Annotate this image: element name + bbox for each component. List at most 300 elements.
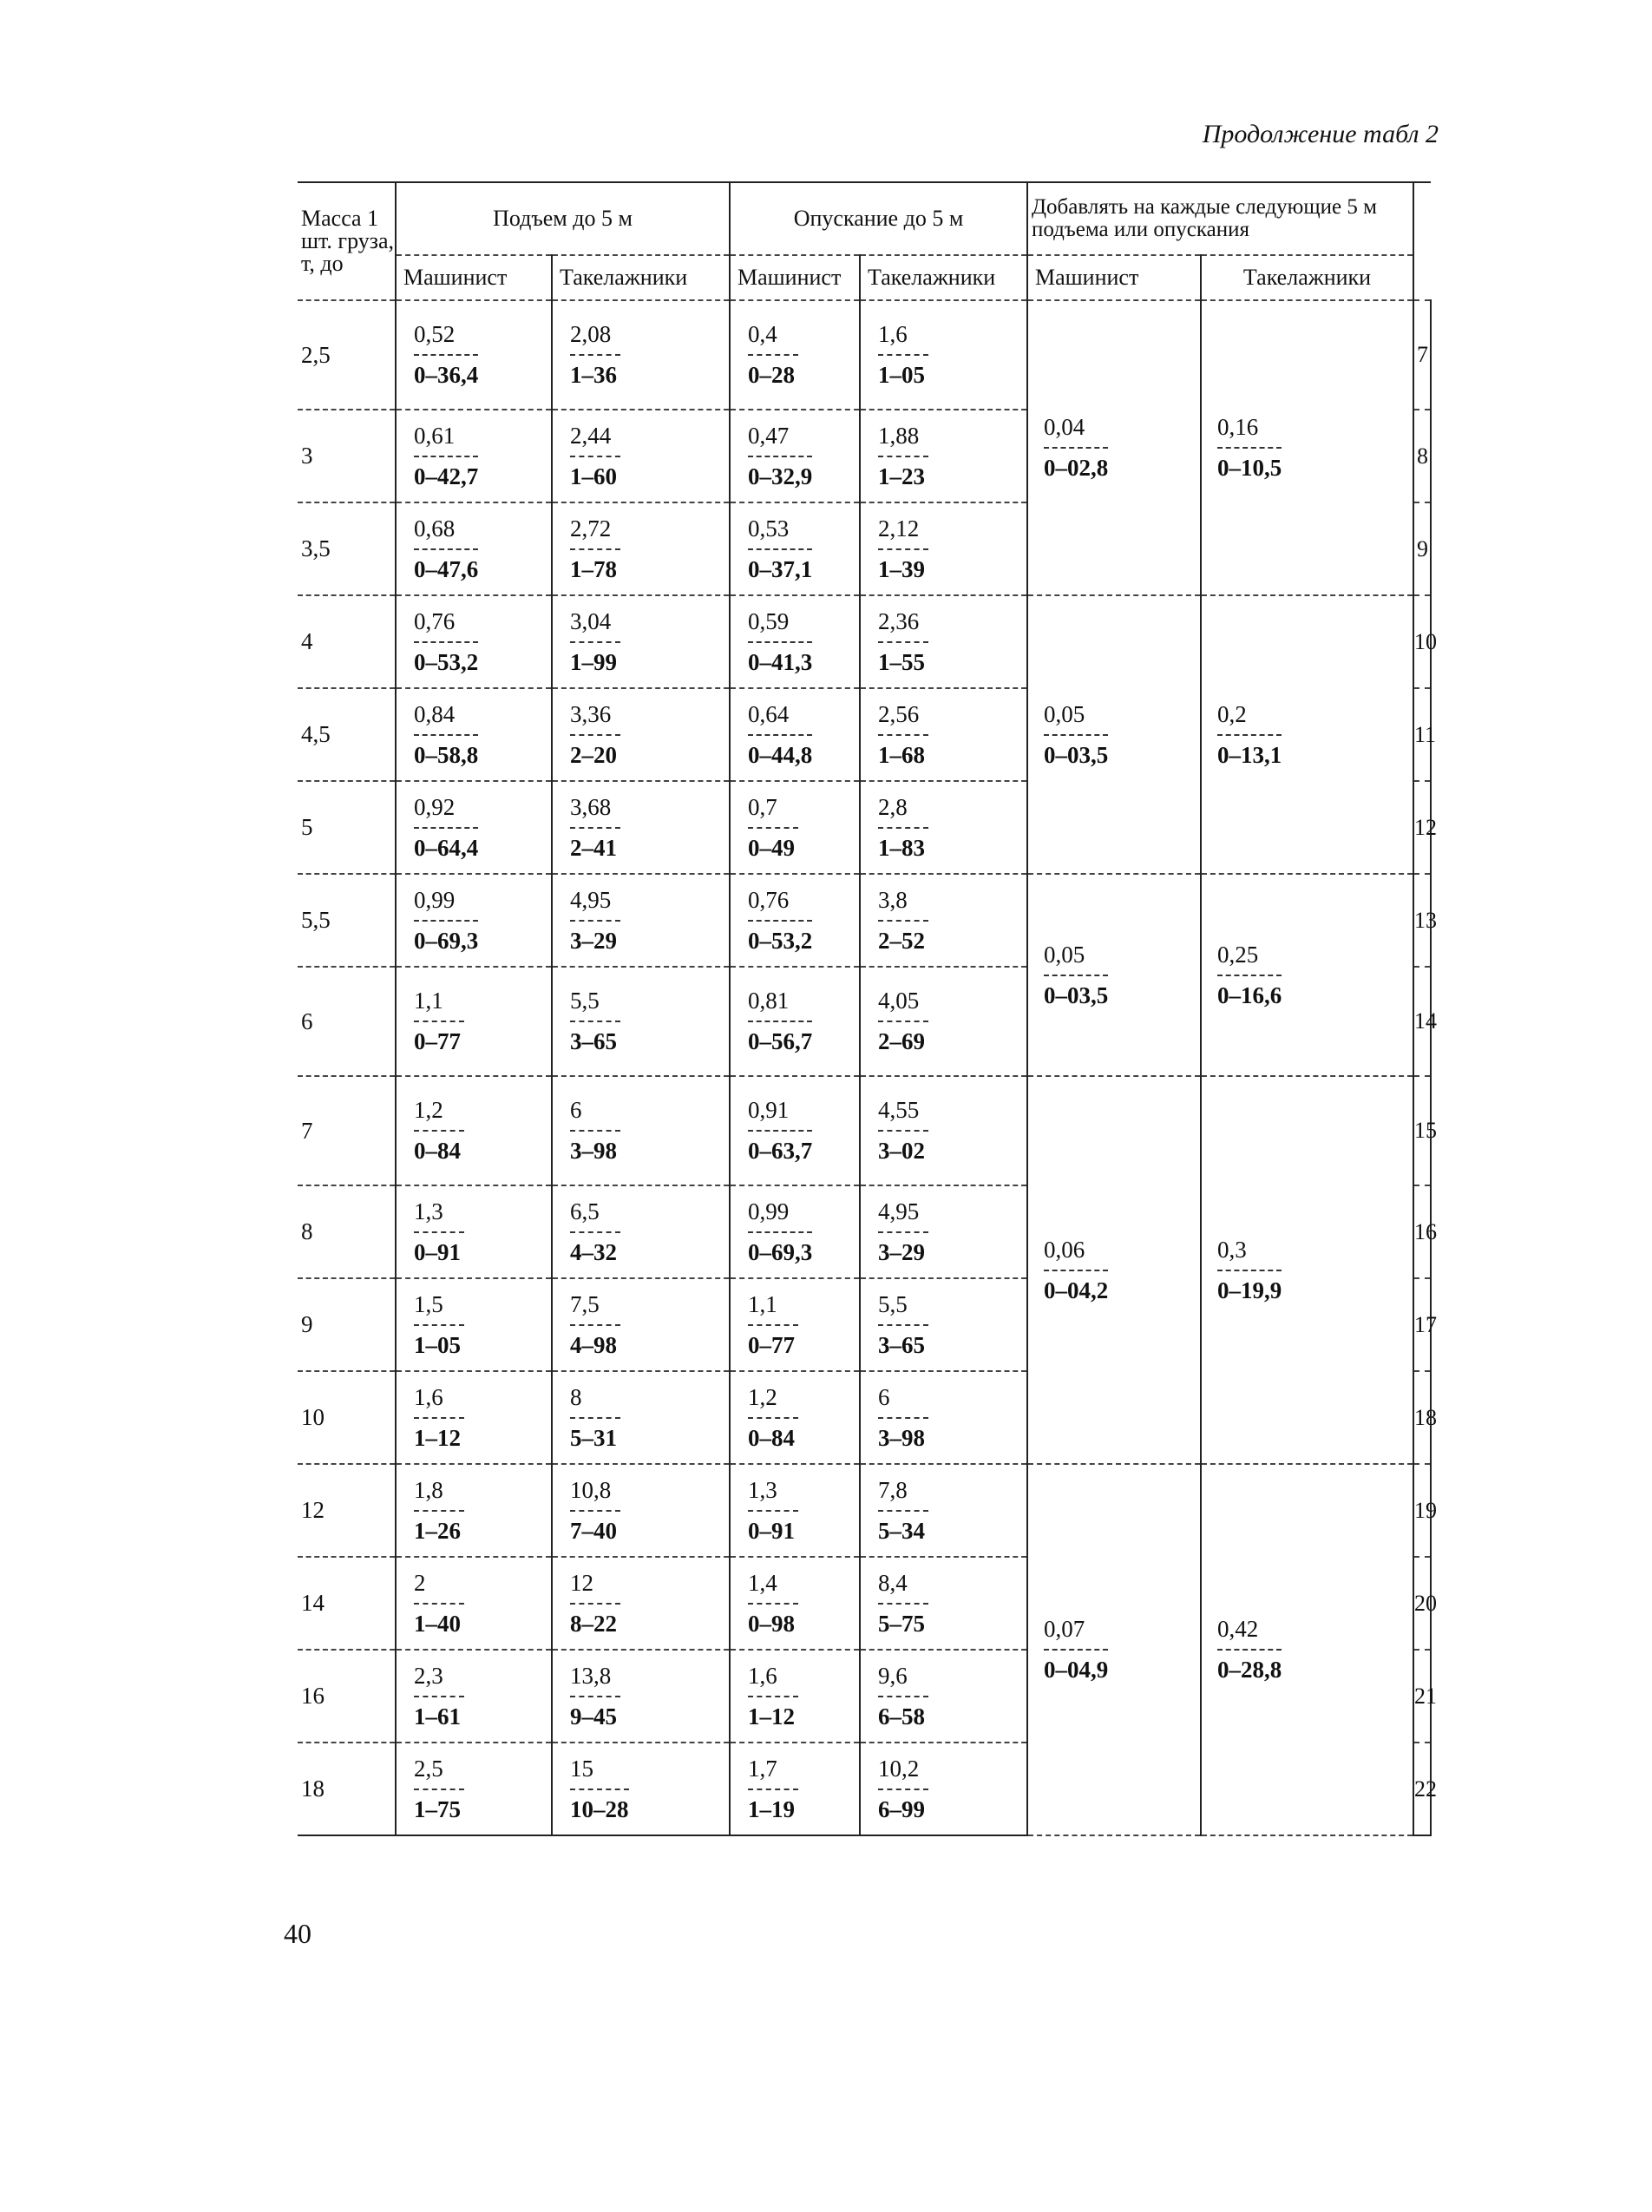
fraction	[414, 1662, 464, 1731]
mass-cell: 7	[298, 1076, 396, 1185]
fraction-denominator: 0–13,1	[1217, 741, 1282, 768]
fraction-denominator: 1–78	[570, 555, 617, 582]
fraction	[878, 1476, 928, 1546]
lift-riggers-cell	[552, 595, 730, 688]
fraction-denominator: 1–26	[414, 1517, 461, 1544]
fraction	[570, 1096, 620, 1165]
fraction-numerator: 0,64	[748, 700, 812, 736]
fraction-numerator: 0,84	[414, 700, 478, 736]
lift-riggers-cell	[552, 300, 730, 410]
lift-machinist-cell	[396, 1650, 552, 1743]
lift-riggers-cell	[552, 1650, 730, 1743]
fraction-numerator: 5,5	[878, 1290, 928, 1326]
norms-table	[298, 181, 1438, 1836]
lower-machinist-cell	[730, 967, 860, 1076]
fraction	[748, 1662, 798, 1731]
fraction-denominator: 0–16,6	[1217, 981, 1282, 1008]
lower-machinist-cell	[730, 1371, 860, 1464]
row-number-cell: 12	[1413, 781, 1431, 874]
fraction	[414, 1569, 464, 1638]
lift-riggers-cell	[552, 967, 730, 1076]
lift-riggers-cell	[552, 781, 730, 874]
lower-machinist-cell	[730, 595, 860, 688]
fraction	[1217, 700, 1282, 770]
lift-machinist-cell	[396, 502, 552, 595]
fraction	[878, 422, 928, 491]
fraction-numerator: 5,5	[570, 987, 620, 1022]
fraction-numerator: 12	[570, 1569, 620, 1605]
fraction	[570, 422, 620, 491]
fraction-numerator: 2,44	[570, 422, 620, 457]
fraction	[570, 987, 620, 1056]
fraction-numerator: 0,99	[414, 886, 478, 922]
fraction-numerator: 4,95	[570, 886, 620, 922]
fraction	[414, 793, 478, 863]
fraction	[1044, 700, 1108, 770]
lift-riggers-cell	[552, 1371, 730, 1464]
fraction	[414, 987, 464, 1056]
lower-riggers-cell	[860, 410, 1027, 502]
add-machinist-cell	[1027, 1076, 1201, 1464]
fraction-denominator: 0–04,2	[1044, 1277, 1109, 1303]
lift-machinist-cell	[396, 688, 552, 781]
fraction-numerator: 3,8	[878, 886, 928, 922]
fraction	[878, 1383, 928, 1453]
fraction	[878, 515, 928, 584]
fraction	[748, 515, 812, 584]
fraction-numerator: 6	[570, 1096, 620, 1132]
add-riggers-cell	[1201, 300, 1413, 595]
row-number-cell: 7	[1413, 300, 1431, 410]
row-number-cell: 8	[1413, 410, 1431, 502]
fraction	[1217, 413, 1282, 482]
fraction-numerator: 0,2	[1217, 700, 1282, 736]
fraction-numerator: 0,42	[1217, 1615, 1282, 1651]
lift-machinist-cell	[396, 874, 552, 967]
lift-machinist-cell	[396, 300, 552, 410]
fraction	[570, 320, 620, 390]
fraction-denominator: 0–04,9	[1044, 1657, 1109, 1683]
fraction	[414, 1383, 464, 1453]
fraction-denominator: 3–29	[878, 1238, 925, 1265]
fraction-numerator: 0,99	[748, 1198, 812, 1233]
fraction	[748, 320, 798, 390]
fraction	[748, 700, 812, 770]
row-number-cell: 10	[1413, 595, 1431, 688]
fraction-denominator: 5–31	[570, 1424, 617, 1451]
fraction-denominator: 1–99	[570, 648, 617, 675]
fraction	[414, 886, 478, 955]
header-add-riggers: Такелажники	[1201, 255, 1413, 300]
fraction-numerator: 13,8	[570, 1662, 620, 1697]
fraction	[748, 886, 812, 955]
fraction-numerator: 0,47	[748, 422, 812, 457]
fraction-denominator: 2–41	[570, 834, 617, 861]
fraction-denominator: 0–02,8	[1044, 455, 1109, 481]
mass-cell: 18	[298, 1743, 396, 1835]
fraction	[748, 1198, 812, 1267]
fraction	[570, 1755, 629, 1824]
fraction-denominator: 1–60	[570, 463, 617, 489]
lift-riggers-cell	[552, 1185, 730, 1278]
fraction	[414, 1290, 464, 1360]
lift-machinist-cell	[396, 1464, 552, 1557]
fraction-denominator: 0–69,3	[748, 1238, 813, 1265]
row-number-cell: 19	[1413, 1464, 1431, 1557]
fraction	[414, 700, 478, 770]
fraction-denominator: 3–98	[878, 1424, 925, 1451]
table-row	[298, 595, 1431, 688]
fraction-numerator: 0,05	[1044, 700, 1108, 736]
fraction	[878, 607, 928, 677]
fraction-numerator: 0,59	[748, 607, 812, 643]
fraction-denominator: 0–03,5	[1044, 741, 1109, 768]
fraction	[878, 1198, 928, 1267]
lift-riggers-cell	[552, 410, 730, 502]
mass-cell: 12	[298, 1464, 396, 1557]
fraction-denominator: 9–45	[570, 1703, 617, 1730]
fraction	[878, 700, 928, 770]
lower-machinist-cell	[730, 1557, 860, 1650]
fraction-denominator: 0–19,9	[1217, 1277, 1282, 1303]
lower-riggers-cell	[860, 300, 1027, 410]
mass-cell: 4,5	[298, 688, 396, 781]
fraction-numerator: 0,76	[748, 886, 812, 922]
lower-riggers-cell	[860, 1278, 1027, 1371]
mass-cell: 6	[298, 967, 396, 1076]
fraction-numerator: 4,05	[878, 987, 928, 1022]
fraction	[570, 607, 620, 677]
fraction-denominator: 0–37,1	[748, 555, 813, 582]
lower-riggers-cell	[860, 595, 1027, 688]
lower-machinist-cell	[730, 1185, 860, 1278]
lift-riggers-cell	[552, 874, 730, 967]
lift-machinist-cell	[396, 967, 552, 1076]
fraction-numerator: 1,3	[414, 1198, 464, 1233]
fraction-denominator: 0–44,8	[748, 741, 813, 768]
fraction-numerator: 1,7	[748, 1755, 798, 1790]
fraction	[878, 886, 928, 955]
lower-machinist-cell	[730, 688, 860, 781]
fraction-denominator: 8–22	[570, 1610, 617, 1637]
fraction-denominator: 2–20	[570, 741, 617, 768]
fraction-denominator: 0–41,3	[748, 648, 813, 675]
fraction-numerator: 3,36	[570, 700, 620, 736]
fraction	[748, 1755, 798, 1824]
fraction-denominator: 0–49	[748, 834, 795, 861]
fraction-denominator: 1–40	[414, 1610, 461, 1637]
mass-cell: 3	[298, 410, 396, 502]
header-lift-riggers: Такелажники	[552, 255, 730, 300]
fraction-denominator: 0–53,2	[414, 648, 479, 675]
fraction-numerator: 0,76	[414, 607, 478, 643]
header-lower-machinist: Машинист	[730, 255, 860, 300]
fraction-denominator: 4–32	[570, 1238, 617, 1265]
fraction-denominator: 0–58,8	[414, 741, 479, 768]
fraction-denominator: 1–05	[878, 362, 925, 388]
header-add: Добавлять на каждые следующие 5 м подъема или опускания	[1027, 182, 1413, 255]
lower-riggers-cell	[860, 1650, 1027, 1743]
fraction-denominator: 5–75	[878, 1610, 925, 1637]
fraction-numerator: 0,7	[748, 793, 798, 829]
fraction-numerator: 7,8	[878, 1476, 928, 1512]
mass-cell: 4	[298, 595, 396, 688]
row-number-cell: 11	[1413, 688, 1431, 781]
fraction	[414, 1476, 464, 1546]
lift-machinist-cell	[396, 1557, 552, 1650]
fraction	[748, 1096, 812, 1165]
fraction-numerator: 3,68	[570, 793, 620, 829]
fraction-denominator: 1–39	[878, 555, 925, 582]
fraction-numerator: 9,6	[878, 1662, 928, 1697]
fraction	[878, 987, 928, 1056]
fraction-denominator: 1–68	[878, 741, 925, 768]
fraction-denominator: 1–61	[414, 1703, 461, 1730]
fraction-numerator: 4,55	[878, 1096, 928, 1132]
fraction-denominator: 0–53,2	[748, 927, 813, 954]
fraction-denominator: 3–02	[878, 1138, 925, 1164]
row-number-cell: 16	[1413, 1185, 1431, 1278]
table-row	[298, 300, 1431, 410]
mass-cell: 2,5	[298, 300, 396, 410]
fraction-numerator: 1,8	[414, 1476, 464, 1512]
fraction-denominator: 1–23	[878, 463, 925, 489]
fraction	[570, 1476, 620, 1546]
lower-machinist-cell	[730, 410, 860, 502]
fraction-denominator: 10–28	[570, 1795, 629, 1822]
fraction-denominator: 0–77	[748, 1331, 795, 1358]
lift-riggers-cell	[552, 502, 730, 595]
fraction-denominator: 4–98	[570, 1331, 617, 1358]
lift-machinist-cell	[396, 595, 552, 688]
fraction	[570, 1662, 620, 1731]
fraction-numerator: 2,5	[414, 1755, 464, 1790]
lower-machinist-cell	[730, 874, 860, 967]
fraction-denominator: 0–32,9	[748, 463, 813, 489]
row-number-cell: 21	[1413, 1650, 1431, 1743]
fraction-denominator: 3–29	[570, 927, 617, 954]
fraction-numerator: 0,16	[1217, 413, 1282, 449]
fraction-numerator: 0,4	[748, 320, 798, 356]
fraction-denominator: 1–12	[414, 1424, 461, 1451]
fraction	[414, 1096, 464, 1165]
fraction	[748, 422, 812, 491]
fraction	[570, 515, 620, 584]
add-machinist-cell	[1027, 874, 1201, 1076]
lower-riggers-cell	[860, 1743, 1027, 1835]
header-lower: Опускание до 5 м	[730, 182, 1027, 255]
fraction-denominator: 0–98	[748, 1610, 795, 1637]
fraction	[748, 1476, 798, 1546]
fraction-numerator: 1,5	[414, 1290, 464, 1326]
lift-machinist-cell	[396, 1185, 552, 1278]
fraction-denominator: 0–36,4	[414, 362, 479, 388]
mass-cell: 5	[298, 781, 396, 874]
add-riggers-cell	[1201, 595, 1413, 874]
lift-machinist-cell	[396, 1743, 552, 1835]
fraction-denominator: 6–99	[878, 1795, 925, 1822]
fraction-numerator: 1,1	[748, 1290, 798, 1326]
row-number-cell: 15	[1413, 1076, 1431, 1185]
mass-cell: 8	[298, 1185, 396, 1278]
fraction-denominator: 0–63,7	[748, 1138, 813, 1164]
fraction-denominator: 2–69	[878, 1028, 925, 1054]
fraction-numerator: 3,04	[570, 607, 620, 643]
fraction	[414, 320, 478, 390]
fraction-numerator: 8	[570, 1383, 620, 1419]
lower-riggers-cell	[860, 781, 1027, 874]
fraction	[1044, 941, 1108, 1010]
fraction	[570, 1569, 620, 1638]
fraction-numerator: 2,72	[570, 515, 620, 550]
fraction	[414, 607, 478, 677]
lift-riggers-cell	[552, 1557, 730, 1650]
lower-riggers-cell	[860, 1371, 1027, 1464]
row-number-cell: 20	[1413, 1557, 1431, 1650]
fraction-numerator: 2,08	[570, 320, 620, 356]
lower-riggers-cell	[860, 1464, 1027, 1557]
fraction-numerator: 8,4	[878, 1569, 928, 1605]
fraction	[748, 1569, 798, 1638]
lower-riggers-cell	[860, 1557, 1027, 1650]
fraction-numerator: 0,61	[414, 422, 478, 457]
mass-cell: 14	[298, 1557, 396, 1650]
fraction-numerator: 1,4	[748, 1569, 798, 1605]
fraction-numerator: 6,5	[570, 1198, 620, 1233]
fraction	[748, 793, 798, 863]
fraction-denominator: 1–12	[748, 1703, 795, 1730]
fraction	[1217, 1236, 1282, 1305]
lift-riggers-cell	[552, 1278, 730, 1371]
lift-machinist-cell	[396, 410, 552, 502]
lower-machinist-cell	[730, 502, 860, 595]
lower-machinist-cell	[730, 1076, 860, 1185]
row-number-cell: 14	[1413, 967, 1431, 1076]
fraction-numerator: 2,3	[414, 1662, 464, 1697]
fraction	[1044, 1615, 1108, 1684]
fraction-numerator: 0,81	[748, 987, 812, 1022]
fraction	[878, 1755, 928, 1824]
fraction-numerator: 0,05	[1044, 941, 1108, 976]
fraction-numerator: 6	[878, 1383, 928, 1419]
fraction	[748, 1383, 798, 1453]
fraction-numerator: 1,2	[414, 1096, 464, 1132]
header-lift: Подъем до 5 м	[396, 182, 730, 255]
lift-machinist-cell	[396, 1076, 552, 1185]
fraction	[748, 1290, 798, 1360]
fraction-denominator: 1–55	[878, 648, 925, 675]
fraction-numerator: 7,5	[570, 1290, 620, 1326]
mass-cell: 9	[298, 1278, 396, 1371]
add-machinist-cell	[1027, 595, 1201, 874]
fraction	[878, 1569, 928, 1638]
add-riggers-cell	[1201, 874, 1413, 1076]
table-row	[298, 1464, 1431, 1557]
fraction-numerator: 2,8	[878, 793, 928, 829]
fraction-denominator: 0–56,7	[748, 1028, 813, 1054]
fraction-numerator: 4,95	[878, 1198, 928, 1233]
lift-riggers-cell	[552, 1076, 730, 1185]
fraction-denominator: 1–83	[878, 834, 925, 861]
lower-riggers-cell	[860, 967, 1027, 1076]
fraction-numerator: 1,3	[748, 1476, 798, 1512]
header-lower-riggers: Такелажники	[860, 255, 1027, 300]
fraction	[414, 515, 478, 584]
fraction	[1217, 941, 1282, 1010]
fraction-denominator: 0–69,3	[414, 927, 479, 954]
fraction-denominator: 3–65	[570, 1028, 617, 1054]
fraction	[878, 1662, 928, 1731]
fraction-denominator: 0–28,8	[1217, 1657, 1282, 1683]
mass-cell: 5,5	[298, 874, 396, 967]
fraction-numerator: 0,3	[1217, 1236, 1282, 1271]
lower-machinist-cell	[730, 781, 860, 874]
fraction-numerator: 1,6	[414, 1383, 464, 1419]
fraction-numerator: 1,1	[414, 987, 464, 1022]
fraction-numerator: 2,12	[878, 515, 928, 550]
header-add-machinist: Машинист	[1027, 255, 1201, 300]
fraction-numerator: 15	[570, 1755, 629, 1790]
fraction-denominator: 1–75	[414, 1795, 461, 1822]
fraction-denominator: 7–40	[570, 1517, 617, 1544]
fraction-denominator: 0–10,5	[1217, 455, 1282, 481]
lower-machinist-cell	[730, 300, 860, 410]
fraction-denominator: 5–34	[878, 1517, 925, 1544]
table-row	[298, 1076, 1431, 1185]
fraction-numerator: 0,91	[748, 1096, 812, 1132]
fraction-numerator: 0,53	[748, 515, 812, 550]
fraction-denominator: 1–36	[570, 362, 617, 388]
mass-cell: 10	[298, 1371, 396, 1464]
fraction-numerator: 10,2	[878, 1755, 928, 1790]
add-riggers-cell	[1201, 1464, 1413, 1835]
fraction-denominator: 0–47,6	[414, 555, 479, 582]
lower-riggers-cell	[860, 688, 1027, 781]
fraction-numerator: 1,88	[878, 422, 928, 457]
fraction	[570, 886, 620, 955]
fraction-denominator: 0–03,5	[1044, 981, 1109, 1008]
fraction-numerator: 0,25	[1217, 941, 1282, 976]
fraction	[570, 1198, 620, 1267]
fraction	[1217, 1615, 1282, 1684]
fraction-numerator: 0,07	[1044, 1615, 1108, 1651]
fraction-denominator: 1–05	[414, 1331, 461, 1358]
fraction-numerator: 1,2	[748, 1383, 798, 1419]
fraction-denominator: 3–65	[878, 1331, 925, 1358]
fraction-denominator: 1–19	[748, 1795, 795, 1822]
table-continuation-caption: Продолжение табл 2	[1202, 120, 1439, 148]
fraction	[570, 1290, 620, 1360]
fraction-denominator: 0–64,4	[414, 834, 479, 861]
row-number-cell: 9	[1413, 502, 1431, 595]
fraction-numerator: 1,6	[878, 320, 928, 356]
fraction	[878, 1096, 928, 1165]
fraction-denominator: 0–84	[414, 1138, 461, 1164]
row-number-cell: 22	[1413, 1743, 1431, 1835]
fraction	[414, 422, 478, 491]
lift-riggers-cell	[552, 688, 730, 781]
lift-riggers-cell	[552, 1743, 730, 1835]
fraction	[414, 1755, 464, 1824]
lower-riggers-cell	[860, 502, 1027, 595]
fraction-numerator: 0,06	[1044, 1236, 1108, 1271]
lower-machinist-cell	[730, 1650, 860, 1743]
lower-machinist-cell	[730, 1743, 860, 1835]
header-mass: Масса 1 шт. груза, т, до	[298, 182, 396, 300]
add-riggers-cell	[1201, 1076, 1413, 1464]
row-number-cell: 17	[1413, 1278, 1431, 1371]
lift-machinist-cell	[396, 1278, 552, 1371]
